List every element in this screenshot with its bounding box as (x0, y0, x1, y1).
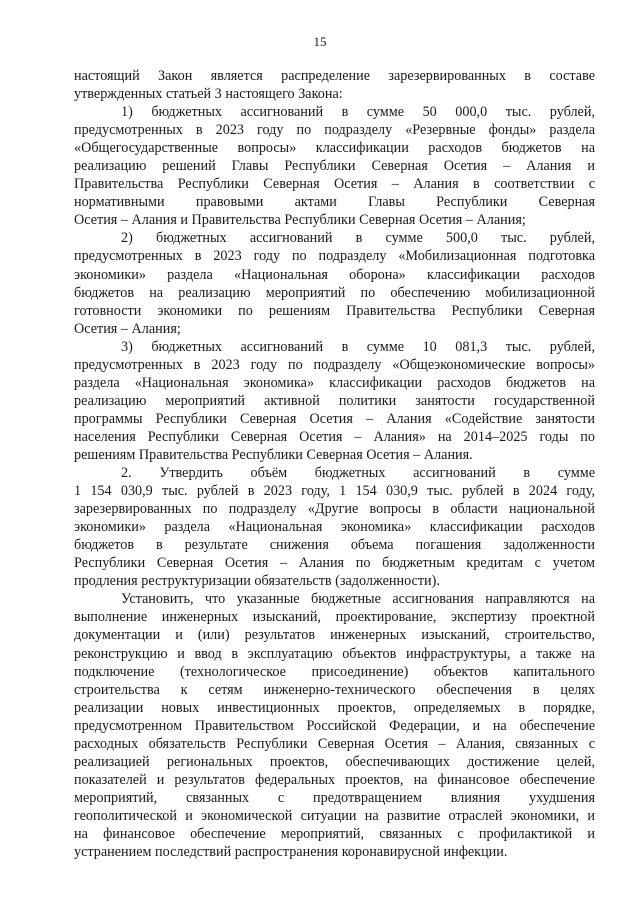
text-line: раздела «Национальная экономика» классификации расходов бюджетов на (74, 374, 595, 391)
text-line: предусмотренных в 2023 году по подразделу «Мобилизационная подготовка (74, 248, 595, 265)
text-line: реализацию решений Главы Республики Северная Осетия – Алания и (74, 158, 595, 175)
text-line: экономики» раздела «Национальная экономика» классификации расходов (74, 519, 595, 536)
text-line: предусмотренном Правительством Российской Федерации, и на обеспечение (74, 717, 595, 734)
text-line: строительства к сетям инженерно-технического обеспечения в целях (74, 681, 595, 698)
text-line: реконструкцию и ввод в эксплуатацию объектов инфраструктуры, а также на (74, 645, 595, 662)
text-line: бюджетов на реализацию мероприятий по обеспечению мобилизационной (74, 284, 595, 301)
text-line: мероприятий, связанных с предотвращением влияния ухудшения (74, 789, 595, 806)
text-line: Установить, что указанные бюджетные ассигнования направляются на (121, 591, 595, 608)
text-line: геополитической и экономической ситуации на развитие отраслей экономики, и (74, 807, 595, 824)
paragraph-item-2 (74, 229, 595, 337)
text-line: программы Республики Северная Осетия – Алания «Содействие занятости (74, 410, 595, 427)
page-number: 15 (313, 34, 327, 49)
text-line: на финансовое обеспечение мероприятий, связанных с профилактикой и (74, 825, 595, 842)
text-line: экономики» раздела «Национальная оборона» классификации расходов (74, 266, 595, 283)
text-line: предусмотренных в 2023 году по подразделу «Общеэкономические вопросы» (74, 356, 595, 373)
text-line: зарезервированных по подразделу «Другие вопросы в области национальной (74, 501, 595, 518)
document-body (74, 67, 595, 861)
text-line: Республики Северная Осетия – Алания по бюджетным кредитам с учетом (74, 555, 595, 572)
text-line: продления реструктуризации обязательств (задолженности). (74, 573, 440, 590)
text-line: 3) бюджетных ассигнований в сумме 10 081,3 тыс. рублей, (121, 338, 595, 355)
text-line: готовности экономики по решениям Правительства Республики Северная (74, 302, 595, 319)
paragraph-section-2 (74, 464, 595, 590)
text-line: настоящий Закон является распределение зарезервированных в составе (74, 68, 595, 84)
text-line: утвержденных статьей 3 настоящего Закона: (74, 86, 343, 103)
paragraph-item-3 (74, 338, 595, 464)
text-line: показателей и результатов федеральных проектов, на финансовое обеспечение (74, 771, 595, 788)
paragraph-item-1 (74, 103, 595, 229)
text-line: населения Республики Северная Осетия – Алания» на 2014–2025 годы по (74, 428, 595, 445)
text-line: предусмотренных в 2023 году по подразделу «Резервные фонды» раздела (74, 122, 595, 139)
text-line: «Общегосударственные вопросы» классификации расходов бюджетов на (74, 140, 595, 157)
text-line: расходных обязательств Республики Северная Осетия – Алания, связанных с (74, 735, 595, 752)
text-line: бюджетов в результате снижения объема погашения задолженности (74, 537, 595, 554)
text-line: 2) бюджетных ассигнований в сумме 500,0 тыс. рублей, (121, 230, 595, 247)
text-line: 1 154 030,9 тыс. рублей в 2023 году, 1 154 030,9 тыс. рублей в 2024 году, (74, 483, 595, 500)
text-line: устранением последствий распространения коронавирусной инфекции. (74, 844, 508, 861)
text-line: Осетия – Алания и Правительства Республики Северная Осетия – Алания; (74, 212, 526, 229)
text-line: реализации новых инвестиционных проектов, определяемых в порядке, (74, 699, 595, 716)
text-line: реализацию мероприятий активной политики занятости государственной (74, 392, 595, 409)
text-line: документации и (или) результатов инженерных изысканий, строительство, (74, 627, 595, 644)
text-line: Правительства Республики Северная Осетия – Алания в соответствии с (74, 176, 595, 193)
paragraph-establish (74, 590, 595, 861)
text-line: выполнение инженерных изысканий, проектирование, экспертизу проектной (74, 609, 595, 626)
text-line: реализацией региональных проектов, обеспечивающих достижение целей, (74, 753, 595, 770)
text-line: подключение (технологическое присоединение) объектов капитального (74, 663, 595, 680)
text-line: 2. Утвердить объём бюджетных ассигнований в сумме (121, 465, 595, 482)
paragraph-intro (74, 67, 595, 103)
text-line: 1) бюджетных ассигнований в сумме 50 000,0 тыс. рублей, (121, 104, 595, 121)
text-line: решениям Правительства Республики Северная Осетия – Алания. (74, 446, 473, 463)
text-line: нормативными правовыми актами Главы Республики Северная (74, 194, 595, 211)
text-line: Осетия – Алания; (74, 320, 181, 337)
